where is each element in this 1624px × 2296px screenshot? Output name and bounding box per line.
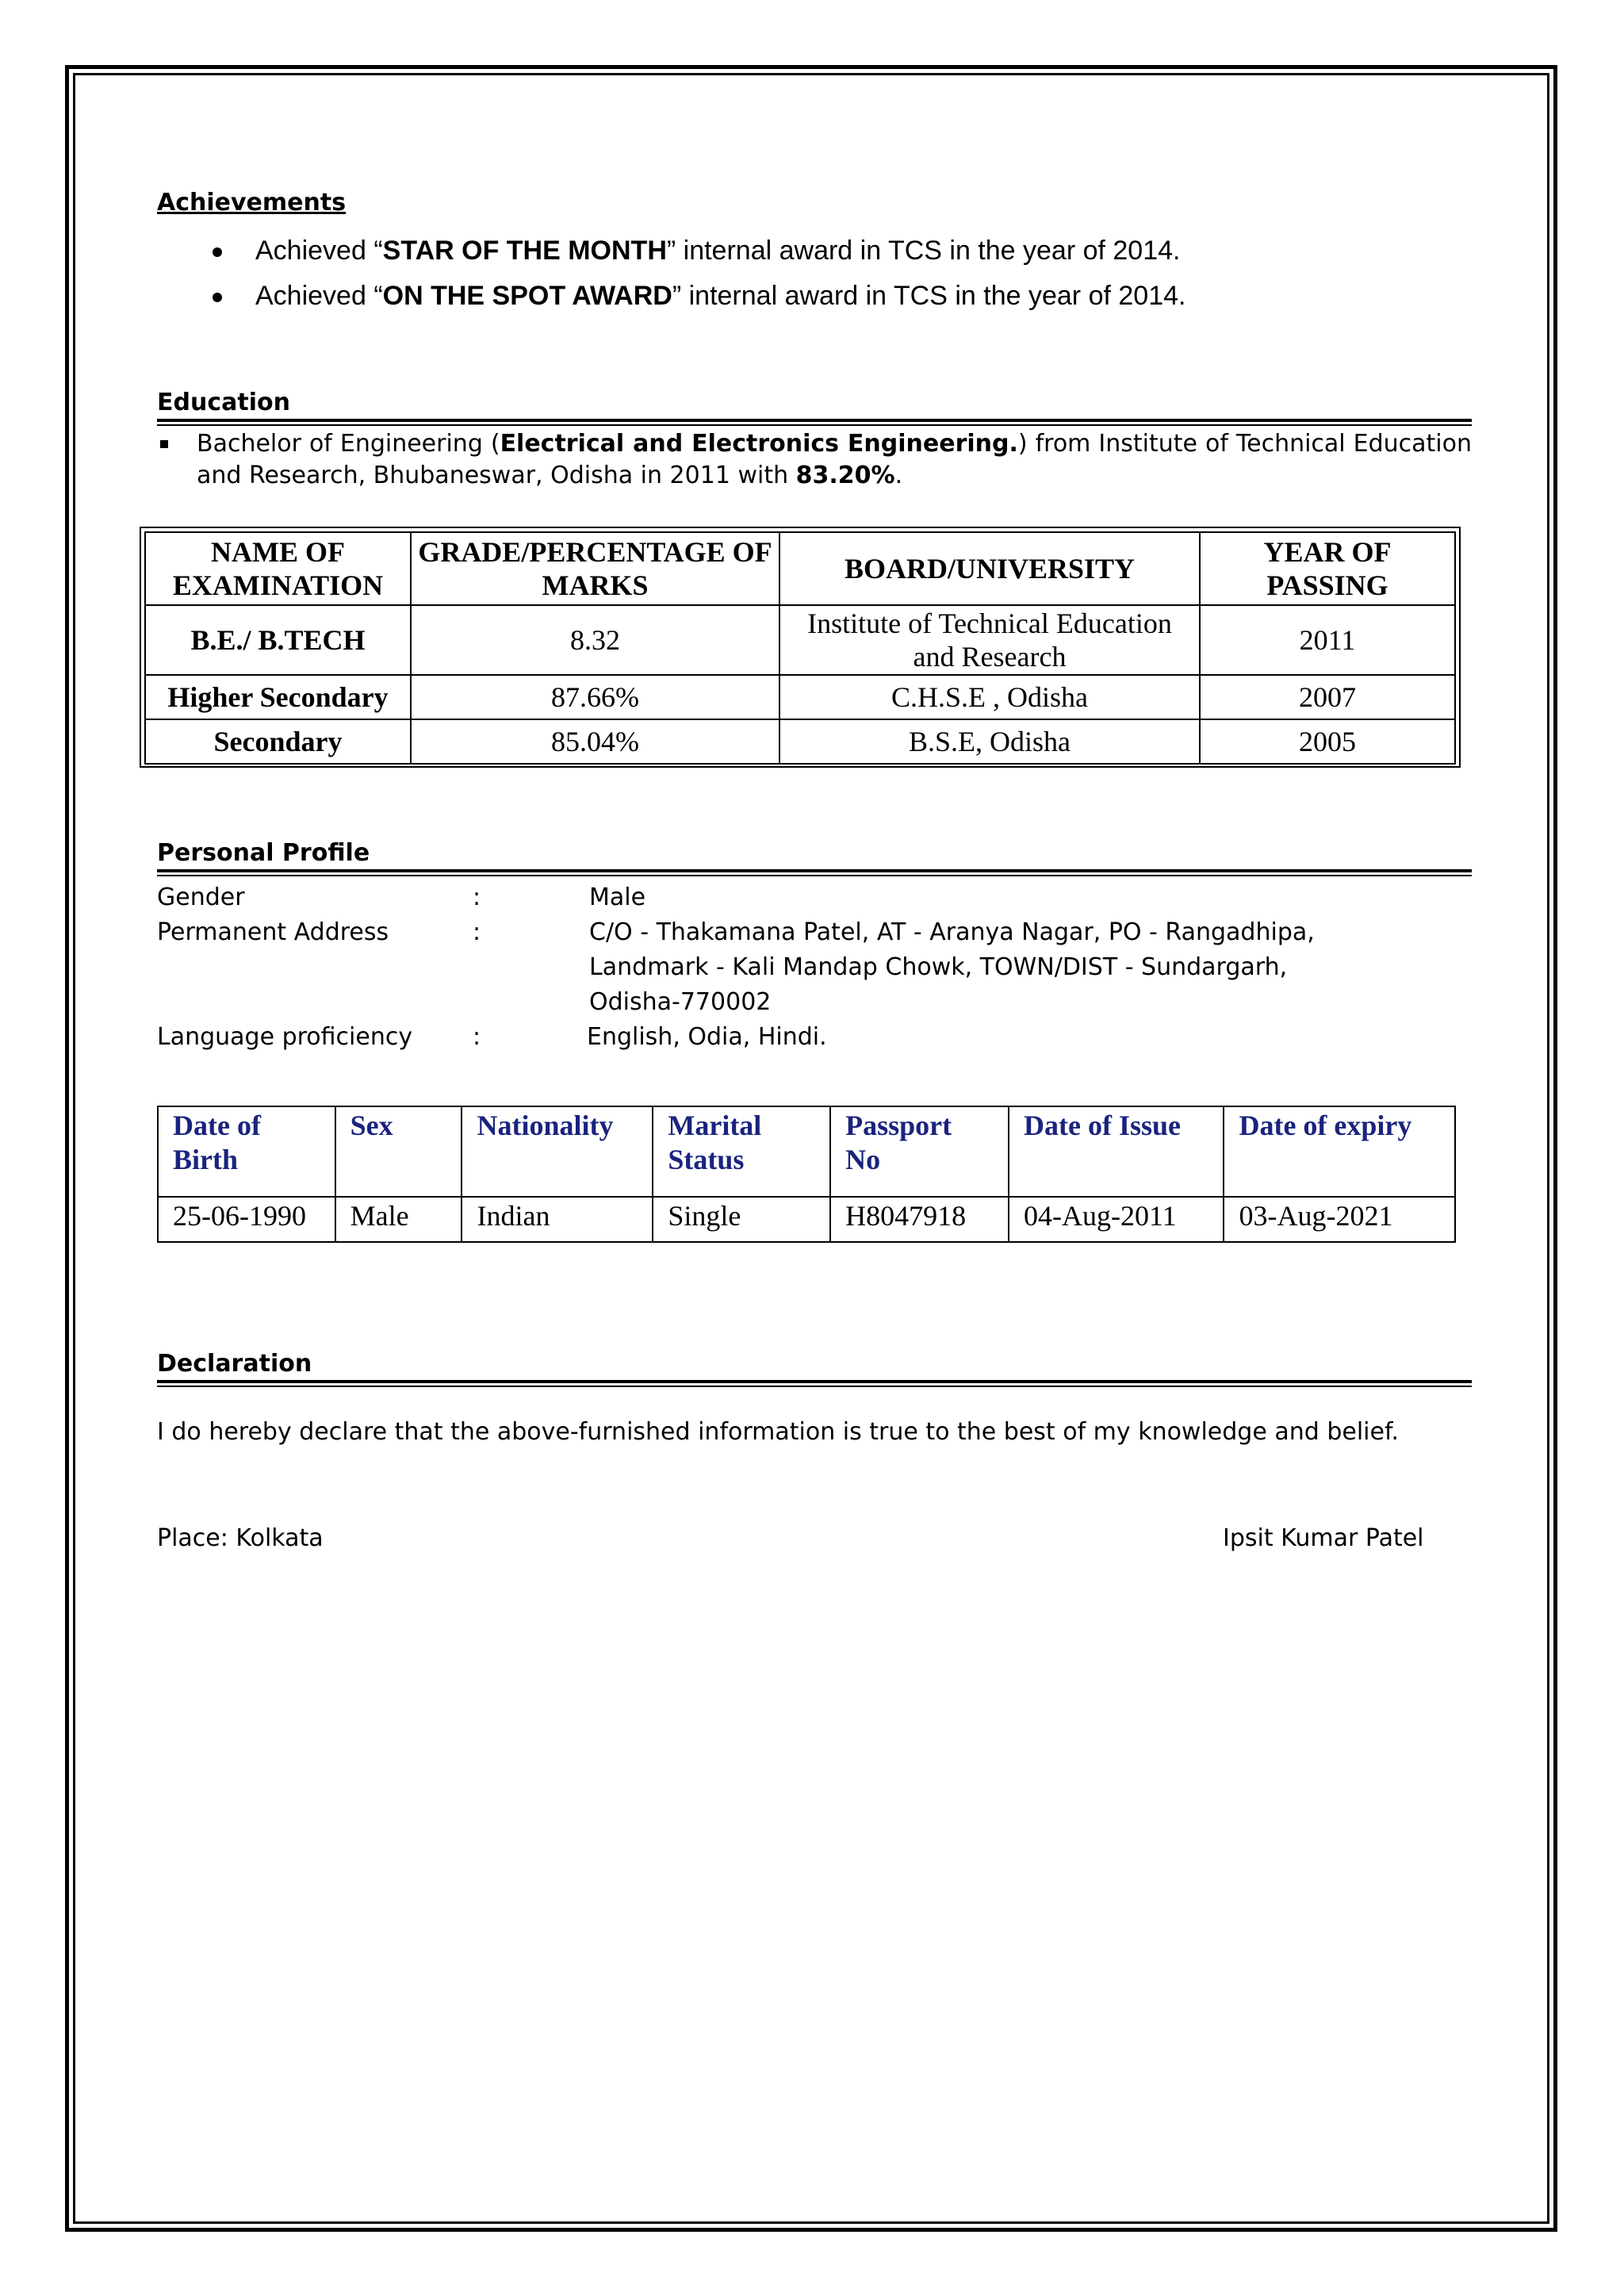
column-header: GRADE/PERCENTAGE OF MARKS [411,532,779,605]
field-value: Landmark - Kali Mandap Chowk, TOWN/DIST - Sundargarh, [589,953,1288,981]
list-item: Achieved “STAR OF THE MONTH” internal award in TCS in the year of 2014. [157,228,1426,274]
signature-name: Ipsit Kumar Patel [1223,1524,1424,1552]
table-cell: H8047918 [830,1197,1009,1242]
education-heading: Education [157,389,290,416]
field-label: Language proficiency [157,1023,413,1051]
table-cell: B.S.E, Odisha [779,719,1200,764]
table-cell: B.E./ B.TECH [145,605,411,675]
achievements-heading: Achievements [157,189,347,217]
column-header: YEAR OF PASSING [1200,532,1455,605]
column-header: BOARD/UNIVERSITY [779,532,1200,605]
table-cell: Higher Secondary [145,675,411,719]
table-cell: 2007 [1200,675,1455,719]
table-row [145,719,1455,764]
education-rule [157,419,1472,426]
table-cell: 03-Aug-2021 [1224,1197,1455,1242]
bullet-icon [213,293,222,302]
field-colon: : [473,918,481,946]
column-header: Date of Birth [158,1106,335,1197]
table-cell: 25-06-1990 [158,1197,335,1242]
passport-table [157,1106,1456,1243]
table-cell: C.H.S.E , Odisha [779,675,1200,719]
table-cell: 85.04% [411,719,779,764]
personal-profile-heading: Personal Profile [157,839,370,867]
education-summary: Bachelor of Engineering (Electrical and Electronics Engineering.) from Institute of Technical Education and Research, Bhubaneswar, Odisha in 2011 with 83.20%. [157,428,1472,492]
table-cell: 2011 [1200,605,1455,675]
column-header: Date of Issue [1009,1106,1224,1197]
education-table-frame [140,527,1461,768]
field-value: English, Odia, Hindi. [587,1023,827,1051]
declaration-heading: Declaration [157,1350,312,1378]
column-header: Marital Status [653,1106,830,1197]
field-colon: : [473,1023,481,1051]
field-value: Odisha-770002 [589,988,772,1016]
square-bullet-icon [160,440,168,448]
field-value: Male [589,884,646,911]
table-row [158,1197,1455,1242]
table-cell: Male [335,1197,462,1242]
declaration-text: I do hereby declare that the above-furnished information is true to the best of my knowledge and belief. [157,1418,1399,1446]
place-text: Place: Kolkata [157,1524,324,1552]
table-cell: 04-Aug-2011 [1009,1197,1224,1242]
education-table [144,531,1456,765]
table-row [145,675,1455,719]
column-header: Nationality [462,1106,653,1197]
personal-profile-rule [157,869,1472,876]
table-cell: 87.66% [411,675,779,719]
achievements-list [157,228,1426,319]
field-label: Gender [157,884,245,911]
table-cell: 8.32 [411,605,779,675]
table-header-row [158,1106,1455,1197]
field-value: C/O - Thakamana Patel, AT - Aranya Nagar, PO - Rangadhipa, [589,918,1315,946]
table-cell: Indian [462,1197,653,1242]
table-cell: Secondary [145,719,411,764]
table-row [145,605,1455,675]
field-label: Permanent Address [157,918,389,946]
table-cell: Single [653,1197,830,1242]
column-header: Sex [335,1106,462,1197]
table-cell: 2005 [1200,719,1455,764]
column-header: Passport No [830,1106,1009,1197]
column-header: NAME OF EXAMINATION [145,532,411,605]
column-header: Date of expiry [1224,1106,1455,1197]
table-header-row [145,532,1455,605]
field-colon: : [473,884,481,911]
bullet-icon [213,247,222,257]
list-item: Achieved “ON THE SPOT AWARD” internal award in TCS in the year of 2014. [157,274,1426,319]
declaration-rule [157,1380,1472,1387]
table-cell: Institute of Technical Education and Research [779,605,1200,675]
